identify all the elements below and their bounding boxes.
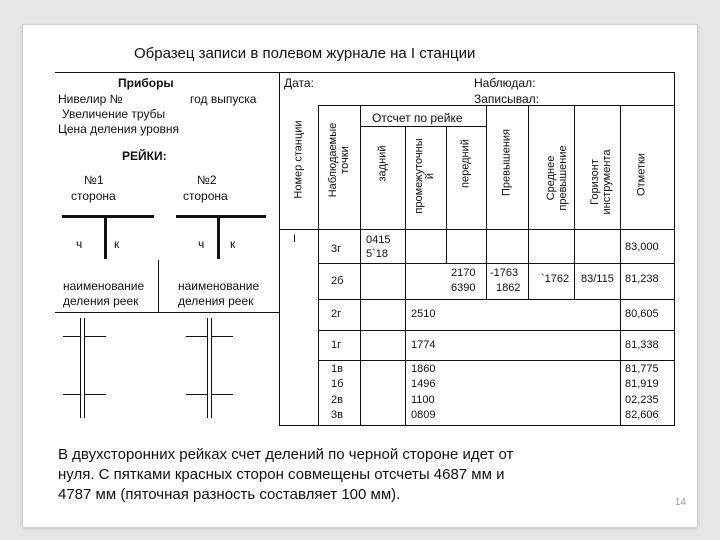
row3-mark: 80,605 (625, 308, 659, 320)
row6-inter: 1496 (411, 378, 436, 390)
row1-point: 3г (331, 243, 342, 255)
row2-mark: 81,238 (625, 273, 659, 285)
readings-group-label: Отсчет по рейке (372, 111, 463, 125)
date-label: Дата: (284, 76, 314, 90)
row7-point: 2в (331, 394, 343, 406)
row8-mark: 82,606 (625, 409, 659, 421)
magnification-label: Увеличение трубы (62, 107, 166, 121)
col-line-7 (574, 105, 575, 299)
mark-col-line (620, 299, 621, 425)
row4-point: 1г (331, 339, 342, 351)
row1-mark: 83,000 (625, 241, 659, 253)
mean-excess-col-header: Среднее превышение (545, 145, 569, 211)
rod1-number: №1 (84, 173, 104, 187)
rod1-black-side: ч (76, 237, 83, 251)
level-label: Нивелир № (58, 92, 123, 106)
recorder-label: Записывал: (474, 92, 539, 106)
header-bottom-border (279, 229, 675, 230)
observer-label: Наблюдал: (474, 76, 536, 90)
division-label: Цена деления уровня (58, 122, 180, 136)
row4-inter: 1774 (411, 339, 436, 351)
rod1-side: сторона (71, 189, 116, 203)
row5-inter: 1860 (411, 363, 436, 375)
rod2-number: №2 (197, 173, 217, 187)
col-line-5 (486, 105, 487, 299)
row2-front-1: 2170 (451, 267, 476, 279)
back-col-header: задний (376, 145, 389, 182)
row4-mark: 81,338 (625, 339, 659, 351)
rod2-division-label: деления реек (178, 294, 254, 308)
row1-back-1: 0415 (366, 234, 391, 246)
journal-top-border (55, 72, 675, 73)
row2-front-2: 6390 (451, 282, 476, 294)
rod2-name-label: наименование (178, 279, 260, 293)
row8-inter: 0809 (411, 409, 436, 421)
row-line-2 (318, 299, 675, 300)
excess-col-header: Превышения (500, 129, 513, 197)
rod2-t-stem (217, 215, 220, 259)
horizon-col-header: Горизонт инструмента (589, 149, 613, 215)
rod1-red-side: к (114, 237, 120, 251)
station-col-header: Номер станции (292, 120, 305, 199)
row2-excess-1: -1763 (490, 267, 519, 279)
row2-excess-2: 1862 (496, 282, 521, 294)
row6-mark: 81,919 (625, 378, 659, 390)
front-col-header: передний (459, 139, 472, 188)
rod1-name-label: наименование (63, 279, 145, 293)
rods-heading: РЕЙКИ: (122, 149, 167, 163)
row-line-3 (318, 330, 675, 331)
marks-col-header: Отметки (635, 153, 648, 196)
rod1-t-stem (104, 215, 107, 259)
row-line-4 (318, 360, 675, 361)
row7-inter: 1100 (411, 394, 435, 406)
row7-mark: 02,235 (625, 394, 659, 406)
row3-point: 2г (331, 308, 342, 320)
intermediate-col-header: промежуточны й (413, 138, 436, 214)
rod2-black-side: ч (198, 237, 205, 251)
rod2-red-side: к (230, 237, 236, 251)
rod2-side: сторона (183, 189, 228, 203)
instruments-heading: Приборы (118, 76, 174, 90)
row3-inter: 2510 (411, 308, 436, 320)
row2-mean: `1762 (541, 273, 570, 285)
row2-point: 2б (331, 275, 344, 287)
page-title: Образец записи в полевом журнале на I станции (134, 45, 476, 62)
year-label: год выпуска (190, 92, 257, 106)
col-line-6 (528, 105, 529, 299)
row1-back-2: 5`18 (366, 248, 389, 260)
rod2-t-bar (176, 215, 266, 218)
row5-mark: 81,775 (625, 363, 659, 375)
row2-horizon: 83/115 (581, 273, 614, 285)
col-line-3 (405, 126, 406, 425)
row6-point: 1б (331, 378, 344, 390)
table-bottom-border (279, 425, 675, 426)
points-col-header: Наблюдаемые точки (327, 122, 351, 198)
col-line-4 (446, 126, 447, 263)
journal-right-border (674, 72, 675, 426)
row5-point: 1в (331, 363, 343, 375)
journal-divider (279, 72, 280, 426)
row-line-1 (318, 263, 675, 264)
page-number: 14 (674, 497, 686, 508)
col-line-2 (360, 105, 361, 425)
footer-text: В двухсторонних рейках счет делений по черной стороне идет от нуля. С пятками красных сторон совмещены отсчеты 4687 мм и 4787 мм (пяточная разность составляет 100 мм). (58, 446, 514, 503)
station-number: I (293, 233, 297, 245)
rod1-t-bar (62, 215, 154, 218)
rod1-division-label: деления реек (63, 294, 139, 308)
col-line-8 (620, 105, 621, 299)
col-line-1 (318, 105, 319, 425)
row8-point: 3в (331, 409, 343, 421)
